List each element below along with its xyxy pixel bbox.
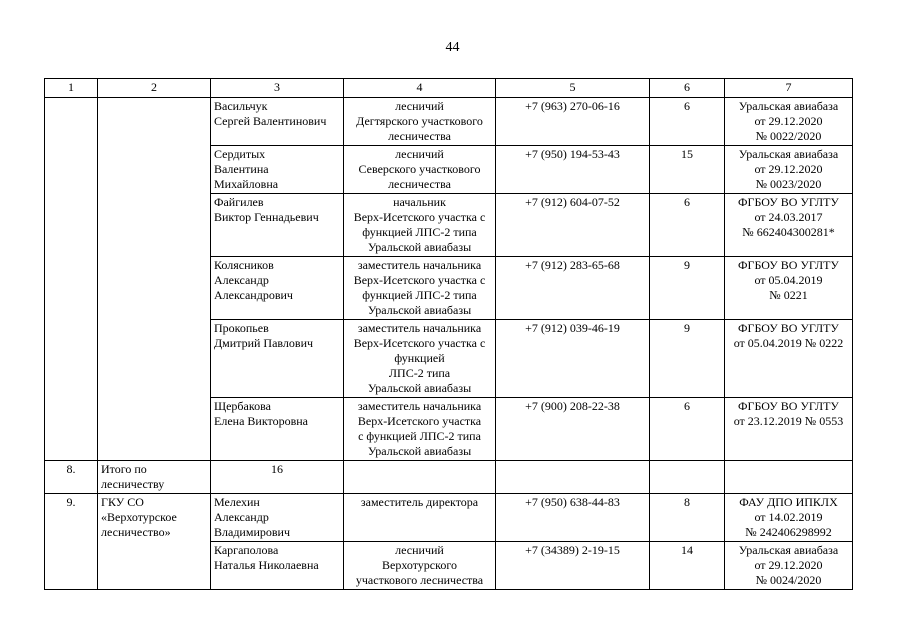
- organization-cell: [98, 146, 211, 194]
- certificate-cell-line: Уральская авиабаза: [738, 543, 839, 557]
- employee-name-cell-line: Файгилев: [214, 195, 264, 209]
- position-cell-line: Уральской авиабазы: [367, 444, 472, 458]
- employee-name-cell-line: Валентина: [214, 162, 269, 176]
- position-cell-line: ЛПС-2 типа: [388, 366, 451, 380]
- employee-name-cell-line: Щербакова: [214, 399, 271, 413]
- certificate-cell-line: ФАУ ДПО ИПКЛХ: [739, 495, 838, 509]
- total-label-cell-line: Итого по: [101, 462, 147, 476]
- organization-cell: [98, 98, 211, 146]
- certificate-cell: [725, 98, 853, 146]
- table-row: [45, 98, 853, 146]
- row-number-cell: [45, 194, 98, 257]
- table-row: [45, 146, 853, 194]
- employee-name-cell-line: Александр: [214, 510, 269, 524]
- employee-name-cell-line: Виктор Геннадьевич: [214, 210, 319, 224]
- position-cell-line: заместитель начальника: [357, 258, 482, 272]
- employee-name-cell-line: Владимирович: [214, 525, 290, 539]
- employee-name-cell-line: Сердитых: [214, 147, 266, 161]
- phone-cell: +7 (950) 194-53-43: [496, 146, 650, 194]
- experience-cell: 15: [650, 146, 725, 194]
- experience-cell: 14: [650, 542, 725, 590]
- forestry-staff-table: [44, 78, 853, 590]
- position-cell-line: лесничий: [395, 99, 444, 113]
- employee-name-cell-line: Мелехин: [214, 495, 260, 509]
- employee-name-cell: [211, 194, 344, 257]
- position-cell-line: начальник: [393, 195, 446, 209]
- column-header: 3: [211, 79, 344, 98]
- certificate-cell-line: № 662404300281*: [742, 225, 835, 239]
- total-row: [45, 461, 853, 494]
- employee-name-cell-line: Васильчук: [214, 99, 268, 113]
- certificate-cell-line: Уральская авиабаза: [738, 99, 839, 113]
- position-cell-line: Уральской авиабазы: [367, 303, 472, 317]
- table-row: [45, 257, 853, 320]
- position-cell-line: заместитель директора: [360, 495, 479, 509]
- certificate-cell-line: от 24.03.2017: [754, 210, 823, 224]
- row-number-cell: 8.: [45, 461, 98, 494]
- row-number-cell: [45, 98, 98, 146]
- position-cell-line: с функцией ЛПС-2 типа: [358, 429, 481, 443]
- employee-name-cell-line: Елена Викторовна: [214, 414, 308, 428]
- organization-cell: [98, 320, 211, 398]
- organization-cell: [98, 494, 211, 542]
- total-label-cell: [98, 461, 211, 494]
- position-cell-line: лесничий: [395, 147, 444, 161]
- experience-cell: 6: [650, 98, 725, 146]
- phone-cell: +7 (963) 270-06-16: [496, 98, 650, 146]
- certificate-cell-line: от 29.12.2020: [754, 114, 823, 128]
- position-cell-line: Уральской авиабазы: [367, 240, 472, 254]
- position-cell-line: Верх-Исетского участка: [357, 414, 482, 428]
- position-cell-line: лесничества: [388, 129, 451, 143]
- employee-name-cell: [211, 146, 344, 194]
- phone-cell: +7 (912) 604-07-52: [496, 194, 650, 257]
- certificate-cell-line: от 29.12.2020: [754, 558, 823, 572]
- organization-cell: [98, 542, 211, 590]
- row-number-cell: [45, 257, 98, 320]
- row-number-cell: [45, 320, 98, 398]
- position-cell-line: функцией: [394, 351, 445, 365]
- position-cell-line: участкового лесничества: [355, 573, 484, 587]
- certificate-cell-line: ФГБОУ ВО УГЛТУ: [738, 321, 839, 335]
- certificate-cell: [725, 320, 853, 398]
- organization-cell: [98, 398, 211, 461]
- empty-cell: [650, 461, 725, 494]
- employee-name-cell-line: Александрович: [214, 288, 293, 302]
- employee-name-cell-line: Сергей Валентинович: [214, 114, 327, 128]
- position-cell-line: Верх-Исетского участка с: [353, 273, 486, 287]
- employee-name-cell: [211, 320, 344, 398]
- position-cell-line: Верх-Исетского участка с: [353, 210, 486, 224]
- position-cell: [344, 146, 496, 194]
- employee-name-cell: [211, 494, 344, 542]
- page-number: 44: [445, 40, 460, 55]
- employee-name-cell-line: Колясников: [214, 258, 274, 272]
- employee-name-cell: [211, 257, 344, 320]
- position-cell: [344, 194, 496, 257]
- certificate-cell-line: № 0024/2020: [755, 573, 822, 587]
- certificate-cell-line: ФГБОУ ВО УГЛТУ: [738, 258, 839, 272]
- certificate-cell-line: Уральская авиабаза: [738, 147, 839, 161]
- organization-cell-line: лесничество»: [101, 525, 171, 539]
- employee-name-cell-line: Дмитрий Павлович: [214, 336, 314, 350]
- column-header: 5: [496, 79, 650, 98]
- experience-cell: 8: [650, 494, 725, 542]
- experience-cell: 6: [650, 194, 725, 257]
- experience-cell: 9: [650, 320, 725, 398]
- position-cell-line: лесничества: [388, 177, 451, 191]
- certificate-cell-line: от 23.12.2019 № 0553: [733, 414, 844, 428]
- employee-name-cell-line: Прокопьев: [214, 321, 269, 335]
- position-cell-line: функцией ЛПС-2 типа: [362, 225, 477, 239]
- certificate-cell-line: № 0221: [769, 288, 808, 302]
- employee-name-cell: [211, 98, 344, 146]
- row-number-cell: [45, 398, 98, 461]
- phone-cell: +7 (950) 638-44-83: [496, 494, 650, 542]
- certificate-cell-line: № 0022/2020: [755, 129, 822, 143]
- certificate-cell: [725, 146, 853, 194]
- column-header: 7: [725, 79, 853, 98]
- position-cell: [344, 494, 496, 542]
- certificate-cell-line: № 0023/2020: [755, 177, 822, 191]
- total-value-cell: 16: [211, 461, 344, 494]
- table-row: [45, 194, 853, 257]
- table-row: [45, 542, 853, 590]
- employee-name-cell: [211, 398, 344, 461]
- table-row: [45, 398, 853, 461]
- position-cell-line: Верх-Исетского участка с: [353, 336, 486, 350]
- position-cell-line: Дегтярского участкового: [356, 114, 483, 128]
- certificate-cell: [725, 494, 853, 542]
- position-cell-line: лесничий: [395, 543, 444, 557]
- phone-cell: +7 (912) 283-65-68: [496, 257, 650, 320]
- experience-cell: 6: [650, 398, 725, 461]
- table-row: [45, 320, 853, 398]
- total-label-cell-line: лесничеству: [101, 477, 165, 491]
- certificate-cell-line: от 14.02.2019: [754, 510, 823, 524]
- certificate-cell: [725, 194, 853, 257]
- column-number-row: [45, 79, 853, 98]
- position-cell: [344, 320, 496, 398]
- row-number-cell: [45, 146, 98, 194]
- position-cell-line: заместитель начальника: [357, 399, 482, 413]
- phone-cell: +7 (912) 039-46-19: [496, 320, 650, 398]
- position-cell-line: функцией ЛПС-2 типа: [362, 288, 477, 302]
- phone-cell: +7 (34389) 2-19-15: [496, 542, 650, 590]
- employee-name-cell-line: Каргаполова: [214, 543, 279, 557]
- position-cell-line: заместитель начальника: [357, 321, 482, 335]
- position-cell-line: Северского участкового: [358, 162, 481, 176]
- certificate-cell-line: № 242406298992: [745, 525, 832, 539]
- position-cell: [344, 542, 496, 590]
- certificate-cell: [725, 257, 853, 320]
- employee-name-cell-line: Александр: [214, 273, 269, 287]
- table-row: [45, 494, 853, 542]
- column-header: 6: [650, 79, 725, 98]
- certificate-cell-line: ФГБОУ ВО УГЛТУ: [738, 399, 839, 413]
- certificate-cell-line: от 05.04.2019: [754, 273, 823, 287]
- position-cell: [344, 398, 496, 461]
- empty-cell: [344, 461, 496, 494]
- position-cell: [344, 257, 496, 320]
- phone-cell: +7 (900) 208-22-38: [496, 398, 650, 461]
- empty-cell: [725, 461, 853, 494]
- certificate-cell: [725, 542, 853, 590]
- position-cell-line: Уральской авиабазы: [367, 381, 472, 395]
- column-header: 2: [98, 79, 211, 98]
- certificate-cell: [725, 398, 853, 461]
- experience-cell: 9: [650, 257, 725, 320]
- row-number-cell: 9.: [45, 494, 98, 542]
- employee-name-cell-line: Наталья Николаевна: [214, 558, 319, 572]
- organization-cell-line: ГКУ СО: [101, 495, 144, 509]
- empty-cell: [496, 461, 650, 494]
- organization-cell: [98, 257, 211, 320]
- column-header: 1: [45, 79, 98, 98]
- organization-cell-line: «Верхотурское: [101, 510, 177, 524]
- certificate-cell-line: ФГБОУ ВО УГЛТУ: [738, 195, 839, 209]
- employee-name-cell-line: Михайловна: [214, 177, 279, 191]
- row-number-cell: [45, 542, 98, 590]
- column-header: 4: [344, 79, 496, 98]
- certificate-cell-line: от 05.04.2019 № 0222: [733, 336, 844, 350]
- position-cell: [344, 98, 496, 146]
- employee-name-cell: [211, 542, 344, 590]
- position-cell-line: Верхотурского: [382, 558, 457, 572]
- organization-cell: [98, 194, 211, 257]
- certificate-cell-line: от 29.12.2020: [754, 162, 823, 176]
